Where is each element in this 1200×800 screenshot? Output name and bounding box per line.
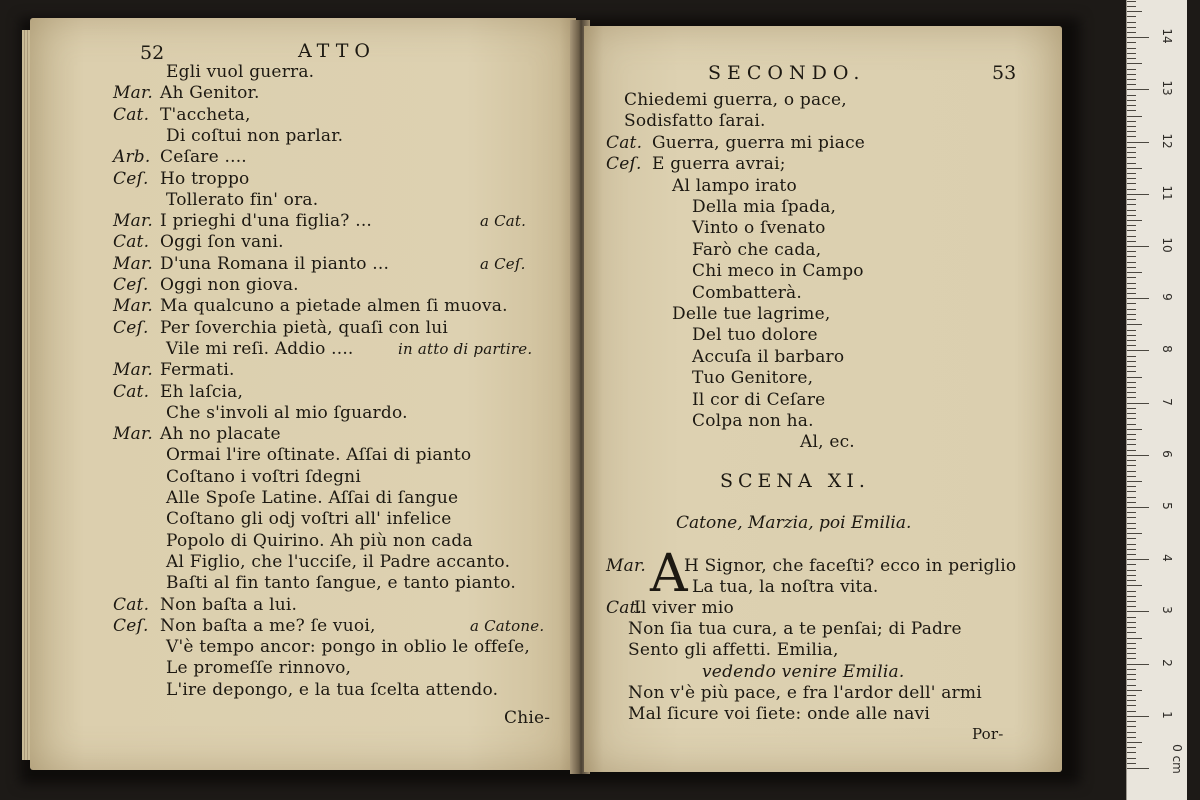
- verse-line: Del tuo dolore: [692, 325, 818, 346]
- verse-line: Vinto o ſvenato: [692, 218, 826, 239]
- scene-characters: Catone, Marzia, poi Emilia.: [676, 513, 912, 533]
- ruler-tick: [1127, 95, 1136, 96]
- ruler-tick: [1127, 142, 1149, 143]
- ruler-tick: [1127, 439, 1136, 440]
- speaker-label: Cat.: [606, 598, 643, 618]
- speaker-label: Ceſ.: [606, 154, 642, 175]
- verse-line: Colpa non ha.: [692, 411, 814, 431]
- ruler-tick: [1127, 267, 1136, 268]
- ruler-tick: [1127, 533, 1142, 534]
- verse-line: Al Figlio, che l'ucciſe, il Padre accanto.: [166, 551, 511, 572]
- ruler-tick: [1127, 476, 1136, 477]
- ruler-tick: [1127, 105, 1136, 106]
- speaker-label: Mar.: [113, 211, 154, 232]
- ruler-tick: [1127, 246, 1149, 247]
- right-catchword: Por-: [972, 725, 1004, 743]
- speaker-label: Mar.: [113, 253, 154, 274]
- ruler-unit-label: 0 cm: [1170, 744, 1184, 774]
- scene-title: SCENA XI.: [720, 470, 870, 492]
- verse-line: Ormai l'ire oſtinate. Aſſai di pianto: [166, 445, 472, 466]
- ruler-tick: [1127, 481, 1142, 482]
- stage-direction: a Cat.: [480, 212, 527, 231]
- ruler-tick: [1127, 418, 1136, 419]
- ruler-tick: [1127, 361, 1136, 362]
- ruler-tick: [1127, 632, 1136, 633]
- ruler-tick: [1127, 345, 1136, 346]
- verse-line: H Signor, che faceſti? ecco in periglio: [684, 556, 1017, 576]
- stage-direction: in atto di partire.: [398, 339, 533, 358]
- ruler-tick: [1127, 27, 1136, 28]
- ruler-tick: [1127, 89, 1149, 90]
- stage-direction: vedendo venire Emilia.: [702, 662, 905, 682]
- ruler-tick: [1127, 653, 1136, 654]
- measuring-ruler: [1126, 0, 1187, 800]
- ruler-tick: [1127, 241, 1136, 242]
- verse-line: L'ire depongo, e la tua ſcelta attendo.: [166, 679, 499, 700]
- ruler-tick: [1127, 11, 1142, 12]
- ruler-tick: [1127, 330, 1136, 331]
- verse-line: Al, ec.: [800, 432, 855, 453]
- verse-line: Oggi non giova.: [160, 275, 299, 295]
- ruler-tick: [1127, 690, 1142, 691]
- ruler-number: 4: [1160, 554, 1174, 562]
- verse-line: Non v'è più pace, e fra l'ardor dell' armi: [628, 683, 982, 703]
- verse-line: Oggi ſon vani.: [160, 232, 284, 253]
- ruler-tick: [1127, 591, 1136, 592]
- stage-direction: a Ceſ.: [480, 254, 526, 273]
- ruler-tick: [1127, 100, 1136, 101]
- verse-line: Di coſtui non parlar.: [166, 125, 344, 146]
- ruler-tick: [1127, 1, 1136, 2]
- ruler-tick: [1127, 424, 1136, 425]
- verse-line: D'una Romana il pianto ...: [160, 253, 390, 274]
- verse-line: Guerra, guerra mi piace: [652, 132, 866, 153]
- ruler-tick: [1127, 366, 1136, 367]
- ruler-tick: [1127, 225, 1136, 226]
- ruler-number: 2: [1160, 658, 1174, 667]
- ruler-tick: [1127, 564, 1136, 565]
- ruler-tick: [1127, 58, 1136, 59]
- verse-line: E guerra avrai;: [652, 154, 786, 175]
- ruler-tick: [1127, 371, 1136, 372]
- speaker-label: Cat.: [113, 594, 150, 615]
- ruler-tick: [1127, 408, 1136, 409]
- ruler-tick: [1127, 256, 1136, 257]
- ruler-tick: [1127, 131, 1136, 132]
- ruler-tick: [1127, 413, 1136, 414]
- ruler-tick: [1127, 685, 1136, 686]
- ruler-tick: [1127, 319, 1136, 320]
- ruler-tick: [1127, 42, 1136, 43]
- right-page-number: 53: [992, 62, 1017, 84]
- verse-line: Non baſta a lui.: [160, 594, 298, 615]
- ruler-tick: [1127, 455, 1149, 456]
- ruler-tick: [1127, 48, 1136, 49]
- ruler-tick: [1127, 491, 1136, 492]
- ruler-number: 10: [1160, 237, 1174, 253]
- ruler-tick: [1127, 486, 1136, 487]
- ruler-number: 11: [1160, 185, 1174, 201]
- ruler-tick: [1127, 747, 1136, 748]
- ruler-tick: [1127, 32, 1136, 33]
- speaker-label: Mar.: [113, 424, 154, 445]
- ruler-tick: [1127, 283, 1136, 284]
- ruler-tick: [1127, 121, 1136, 122]
- stage-direction: a Catone.: [470, 616, 545, 635]
- speaker-label: Mar.: [113, 360, 154, 381]
- ruler-tick: [1127, 544, 1136, 545]
- ruler-tick: [1127, 497, 1136, 498]
- left-page-number: 52: [140, 42, 165, 64]
- ruler-tick: [1127, 716, 1149, 717]
- ruler-tick: [1127, 16, 1136, 17]
- ruler-tick: [1127, 585, 1142, 586]
- ruler-tick: [1127, 575, 1136, 576]
- ruler-tick: [1127, 110, 1136, 111]
- ruler-tick: [1127, 63, 1142, 64]
- ruler-tick: [1127, 69, 1136, 70]
- speaker-label: Ceſ.: [113, 317, 149, 338]
- ruler-tick: [1127, 502, 1136, 503]
- ruler-tick: [1127, 262, 1136, 263]
- speaker-label: Arb.: [113, 147, 151, 168]
- ruler-tick: [1127, 168, 1142, 169]
- ruler-tick: [1127, 648, 1136, 649]
- verse-line: Sento gli affetti. Emilia,: [628, 640, 839, 660]
- verse-line: Tollerato fin' ora.: [166, 189, 319, 210]
- left-running-head: ATTO: [298, 40, 376, 62]
- ruler-tick: [1127, 288, 1136, 289]
- verse-line: Non ſia tua cura, a te penſai; di Padre: [628, 619, 962, 639]
- verse-line: Le promeſſe rinnovo,: [166, 658, 352, 679]
- ruler-tick: [1127, 335, 1136, 336]
- ruler-tick: [1127, 74, 1136, 75]
- verse-line: V'è tempo ancor: pongo in oblio le offeſe,: [166, 637, 530, 658]
- ruler-number: 13: [1160, 80, 1174, 97]
- ruler-tick: [1127, 37, 1149, 38]
- ruler-tick: [1127, 742, 1142, 743]
- verse-line: Sodisfatto ſarai.: [624, 111, 766, 132]
- speaker-label: Cat.: [113, 381, 150, 402]
- ruler-tick: [1127, 711, 1136, 712]
- ruler-tick: [1127, 293, 1136, 294]
- ruler-tick: [1127, 528, 1136, 529]
- ruler-tick: [1127, 763, 1136, 764]
- verse-line: Il cor di Ceſare: [692, 389, 826, 410]
- ruler-number: 9: [1160, 293, 1174, 301]
- ruler-tick: [1127, 758, 1136, 759]
- verse-line: Della mia ſpada,: [692, 197, 837, 217]
- ruler-tick: [1127, 230, 1136, 231]
- ruler-tick: [1127, 199, 1136, 200]
- ruler-tick: [1127, 471, 1136, 472]
- left-page: [30, 18, 576, 770]
- ruler-tick: [1127, 444, 1136, 445]
- verse-line: Alle Spoſe Latine. Aſſai di ſangue: [166, 488, 459, 508]
- ruler-number: 12: [1160, 132, 1174, 149]
- ruler-tick: [1127, 314, 1136, 315]
- verse-line: Popolo di Quirino. Ah più non cada: [166, 530, 473, 551]
- speaker-label: Cat.: [113, 104, 150, 125]
- ruler-tick: [1127, 215, 1136, 216]
- ruler-tick: [1127, 79, 1136, 80]
- ruler-tick: [1127, 178, 1136, 179]
- speaker-label: Mar.: [113, 83, 154, 104]
- ruler-tick: [1127, 147, 1136, 148]
- ruler-tick: [1127, 512, 1136, 513]
- ruler-number: 5: [1160, 502, 1174, 510]
- ruler-tick: [1127, 251, 1136, 252]
- ruler-tick: [1127, 679, 1136, 680]
- verse-line: Ah Genitor.: [160, 83, 260, 104]
- ruler-tick: [1127, 220, 1142, 221]
- ruler-tick: [1127, 194, 1149, 195]
- verse-line: Coſtano gli odj voſtri all' infelice: [166, 509, 452, 530]
- verse-line: Tuo Genitore,: [692, 368, 814, 389]
- speaker-label: Mar.: [606, 556, 647, 576]
- ruler-tick: [1127, 6, 1136, 7]
- verse-line: I prieghi d'una figlia? ...: [160, 211, 373, 232]
- ruler-tick: [1127, 465, 1136, 466]
- verse-line: Vile mi reſi. Addio ....: [166, 338, 354, 359]
- ruler-tick: [1127, 163, 1136, 164]
- ruler-tick: [1127, 700, 1136, 701]
- ruler-tick: [1127, 356, 1136, 357]
- ruler-tick: [1127, 324, 1142, 325]
- ruler-tick: [1127, 350, 1149, 351]
- verse-line: La tua, la noſtra vita.: [692, 577, 879, 597]
- verse-line: Eh laſcia,: [160, 381, 244, 402]
- ruler-number: 14: [1160, 28, 1174, 44]
- ruler-tick: [1127, 523, 1136, 524]
- verse-line: Combatterà.: [692, 282, 802, 303]
- ruler-number: 6: [1160, 449, 1174, 458]
- ruler-tick: [1127, 152, 1136, 153]
- verse-line: Farò che cada,: [692, 239, 822, 260]
- ruler-tick: [1127, 580, 1136, 581]
- ruler-tick: [1127, 669, 1136, 670]
- ruler-tick: [1127, 559, 1149, 560]
- verse-line: Accuſa il barbaro: [692, 346, 845, 367]
- verse-line: Ceſare ....: [160, 147, 247, 168]
- ruler-number: 3: [1160, 606, 1174, 615]
- ruler-tick: [1127, 450, 1136, 451]
- verse-line: Egli vuol guerra.: [166, 62, 315, 82]
- verse-line: Che s'involi al mio ſguardo.: [166, 402, 408, 423]
- verse-line: Ho troppo: [160, 168, 250, 189]
- ruler-tick: [1127, 570, 1136, 571]
- verse-line: Baſti al fin tanto ſangue, e tanto pianto.: [166, 573, 516, 594]
- verse-line: Il viver mio: [634, 598, 734, 618]
- ruler-tick: [1127, 674, 1136, 675]
- verse-line: Mal ſicure voi ſiete: onde alle navi: [628, 704, 930, 724]
- ruler-tick: [1127, 726, 1136, 727]
- ruler-tick: [1127, 387, 1136, 388]
- verse-line: Fermati.: [160, 360, 235, 381]
- ruler-tick: [1127, 298, 1149, 299]
- ruler-number: 1: [1160, 710, 1174, 719]
- ruler-tick: [1127, 116, 1142, 117]
- ruler-tick: [1127, 429, 1142, 430]
- ruler-tick: [1127, 183, 1136, 184]
- ruler-tick: [1127, 84, 1136, 85]
- speaker-label: Ceſ.: [113, 168, 149, 189]
- ruler-tick: [1127, 517, 1136, 518]
- ruler-tick: [1127, 617, 1136, 618]
- verse-line: T'accheta,: [160, 104, 251, 125]
- ruler-tick: [1127, 22, 1136, 23]
- ruler-tick: [1127, 554, 1136, 555]
- ruler-tick: [1127, 695, 1136, 696]
- ruler-tick: [1127, 157, 1136, 158]
- ruler-tick: [1127, 303, 1136, 304]
- right-running-head: SECONDO.: [708, 62, 866, 84]
- ruler-tick: [1127, 434, 1136, 435]
- ruler-tick: [1127, 705, 1136, 706]
- verse-line: Ma qualcuno a pietade almen ſi muova.: [160, 296, 508, 317]
- ruler-tick: [1127, 638, 1142, 639]
- ruler-tick: [1127, 737, 1136, 738]
- verse-line: Ah no placate: [160, 424, 281, 445]
- ruler-tick: [1127, 340, 1136, 341]
- ruler-tick: [1127, 643, 1136, 644]
- ruler-tick: [1127, 664, 1149, 665]
- ruler-tick: [1127, 210, 1136, 211]
- ruler-tick: [1127, 606, 1136, 607]
- ruler-tick: [1127, 204, 1136, 205]
- ruler-tick: [1127, 236, 1136, 237]
- ruler-tick: [1127, 126, 1136, 127]
- speaker-label: Cat.: [606, 132, 643, 153]
- ruler-tick: [1127, 377, 1142, 378]
- speaker-label: Ceſ.: [113, 275, 149, 295]
- ruler-tick: [1127, 752, 1136, 753]
- ruler-tick: [1127, 596, 1136, 597]
- ruler-tick: [1127, 768, 1149, 769]
- verse-line: Non baſta a me? ſe vuoi,: [160, 615, 376, 636]
- drop-cap: A: [650, 544, 688, 604]
- ruler-tick: [1127, 721, 1136, 722]
- ruler-tick: [1127, 173, 1136, 174]
- ruler-tick: [1127, 382, 1136, 383]
- ruler-tick: [1127, 277, 1136, 278]
- speaker-label: Ceſ.: [113, 615, 149, 636]
- ruler-tick: [1127, 611, 1149, 612]
- speaker-label: Cat.: [113, 232, 150, 253]
- ruler-number: 7: [1160, 397, 1174, 406]
- right-page: [584, 26, 1062, 772]
- verse-line: Per ſoverchia pietà, quaſi con lui: [160, 317, 449, 338]
- ruler-tick: [1127, 392, 1136, 393]
- ruler-tick: [1127, 658, 1136, 659]
- ruler-tick: [1127, 309, 1136, 310]
- ruler-tick: [1127, 53, 1136, 54]
- speaker-label: Mar.: [113, 296, 154, 317]
- verse-line: Delle tue lagrime,: [672, 304, 831, 324]
- ruler-tick: [1127, 732, 1136, 733]
- ruler-tick: [1127, 272, 1142, 273]
- ruler-tick: [1127, 403, 1149, 404]
- verse-line: Al lampo irato: [672, 175, 797, 196]
- ruler-tick: [1127, 601, 1136, 602]
- ruler-tick: [1127, 136, 1136, 137]
- verse-line: Coſtano i voſtri ſdegni: [166, 466, 361, 487]
- ruler-tick: [1127, 538, 1136, 539]
- ruler-tick: [1127, 622, 1136, 623]
- ruler-tick: [1127, 507, 1149, 508]
- verse-line: Chiedemi guerra, o pace,: [624, 90, 847, 110]
- ruler-tick: [1127, 189, 1136, 190]
- ruler-tick: [1127, 460, 1136, 461]
- verse-line: Chi meco in Campo: [692, 261, 864, 282]
- ruler-tick: [1127, 627, 1136, 628]
- ruler-number: 8: [1160, 345, 1174, 354]
- ruler-tick: [1127, 397, 1136, 398]
- left-catchword: Chie-: [504, 708, 551, 728]
- ruler-tick: [1127, 549, 1136, 550]
